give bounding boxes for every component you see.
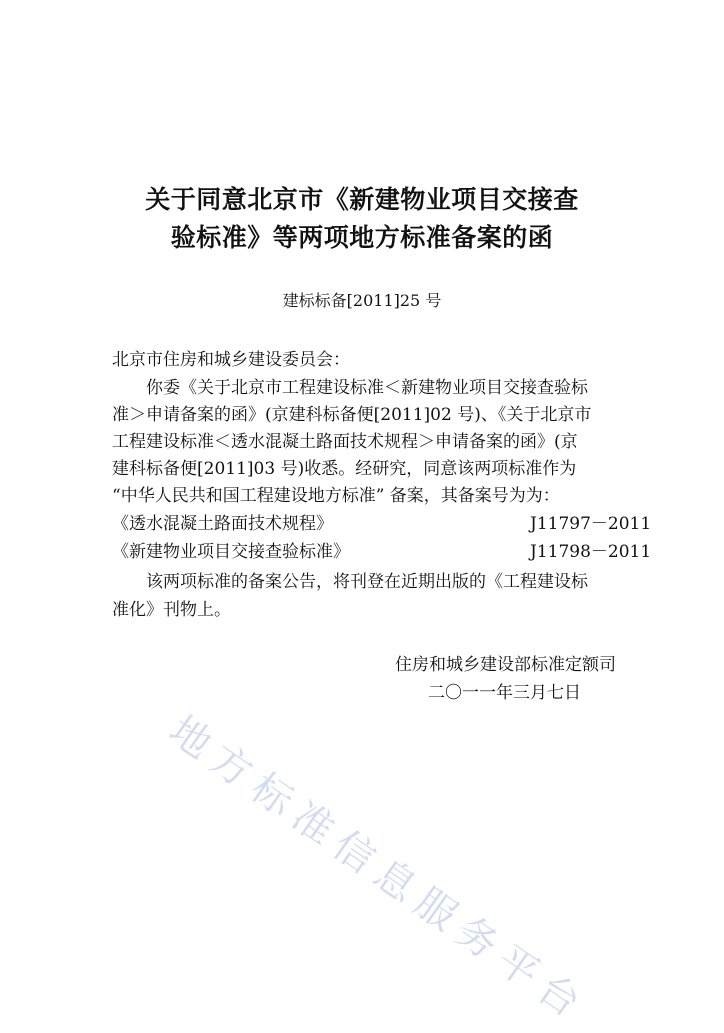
body-line-4: 建科标备便[2011]03 号)收悉。经研究，同意该两项标准作为 (112, 459, 577, 479)
body-line-3: 工程建设标准＜透水混凝土路面技术规程＞申请备案的函》(京 (112, 432, 578, 452)
standard-number: J11797－2011 (530, 514, 652, 534)
document-title-line-1: 关于同意北京市《新建物业项目交接查 (145, 185, 579, 214)
watermark-text: 地方标准信息服务平台 (160, 707, 597, 1032)
document-number: 建标标备[2011]25 号 (282, 291, 442, 310)
standard-row (112, 537, 652, 562)
document-title-line-2: 验标准》等两项地方标准备案的函 (170, 223, 554, 252)
body-line-1: 你委《关于北京市工程建设标准＜新建物业项目交接查验标 (112, 378, 588, 398)
addressee: 北京市住房和城乡建设委员会： (112, 350, 350, 370)
standard-row (112, 509, 652, 534)
closing-line-2: 准化》刊物上。 (112, 600, 231, 620)
closing-line-1: 该两项标准的备案公告，将刊登在近期出版的《工程建设标 (112, 572, 588, 592)
body-line-5: “中华人民共和国工程建设地方标准” 备案，其备案号为为： (112, 486, 560, 506)
standard-number: J11798－2011 (530, 542, 652, 562)
standard-name: 《透水混凝土路面技术规程》 (112, 514, 333, 534)
signature-date: 二〇一一年三月七日 (428, 683, 581, 703)
body-line-2: 准＞申请备案的函》(京建科标备便[2011]02 号)、《关于北京市 (112, 405, 592, 425)
standard-name: 《新建物业项目交接查验标准》 (112, 542, 350, 562)
signature-org: 住房和城乡建设部标准定额司 (395, 655, 616, 675)
